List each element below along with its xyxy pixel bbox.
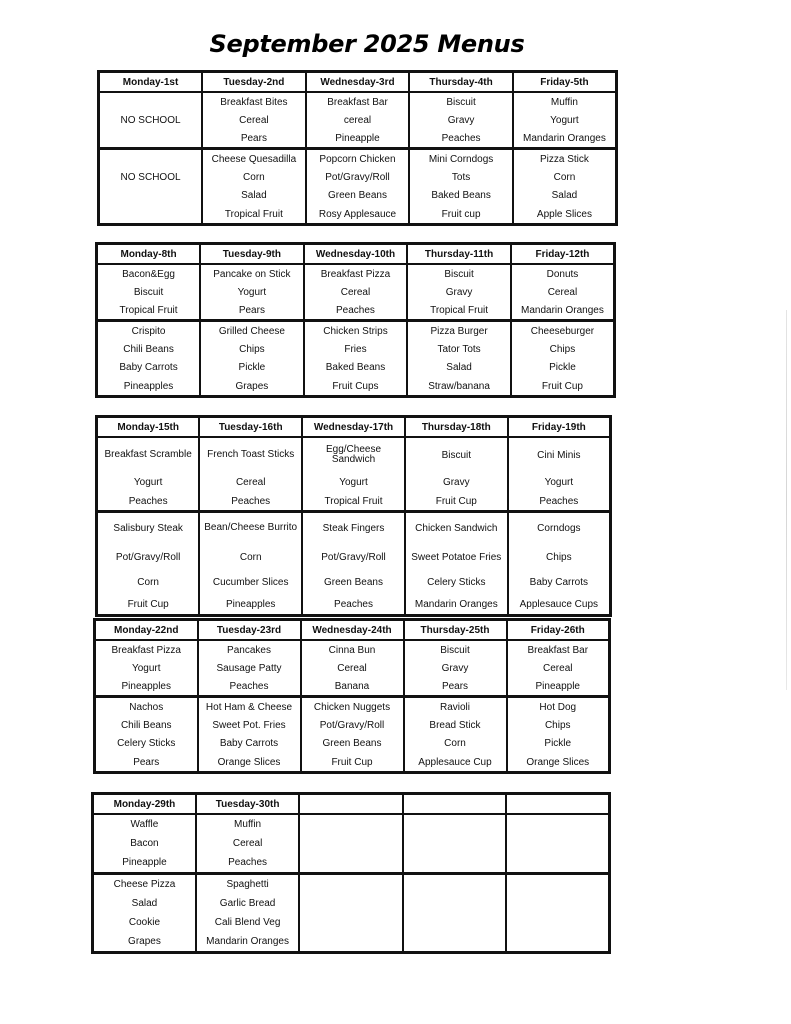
breakfast-row: [93, 853, 610, 874]
page-title: September 2025 Menus: [209, 30, 525, 58]
day-header: [299, 794, 402, 815]
day-header-row: [93, 794, 610, 815]
lunch-item: [506, 932, 609, 953]
breakfast-item: Biscuit: [407, 264, 511, 283]
lunch-item: Chili Beans: [123, 343, 174, 355]
lunch-item: Ravioli: [404, 697, 507, 717]
lunch-row: [93, 913, 610, 932]
breakfast-row: [99, 111, 617, 129]
breakfast-row: [93, 834, 610, 853]
breakfast-item: Bacon&Egg: [122, 268, 175, 280]
lunch-row: [97, 377, 615, 397]
breakfast-item: Cereal: [511, 283, 615, 301]
lunch-item: Corndogs: [508, 512, 611, 544]
lunch-item: [99, 205, 203, 225]
breakfast-item: Pears: [200, 301, 304, 321]
day-header: Monday-1st: [99, 72, 203, 93]
lunch-item: [299, 913, 402, 932]
breakfast-item: Sausage Patty: [198, 659, 301, 677]
day-header: Wednesday-10th: [304, 244, 408, 265]
day-header: Tuesday-9th: [200, 244, 304, 265]
lunch-item: Cookie: [128, 917, 161, 928]
lunch-item: Sweet Pot. Fries: [198, 716, 301, 734]
lunch-row: [97, 571, 611, 594]
breakfast-item: Cereal: [196, 834, 299, 853]
day-header: Tuesday-16th: [199, 417, 302, 438]
lunch-item: Fruit cup: [409, 205, 513, 225]
lunch-item: Bean/Cheese Burrito: [199, 512, 302, 544]
breakfast-item: Cereal: [304, 283, 408, 301]
lunch-row: [97, 512, 611, 544]
lunch-item: Chicken Nuggets: [301, 697, 404, 717]
lunch-item: Straw/banana: [407, 377, 511, 397]
lunch-item: Grapes: [200, 377, 304, 397]
lunch-row: [93, 894, 610, 913]
lunch-item: Green Beans: [302, 571, 405, 594]
breakfast-item: Peaches: [198, 677, 301, 697]
breakfast-row: [97, 472, 611, 492]
day-header-row: [97, 417, 611, 438]
day-header: Wednesday-3rd: [306, 72, 410, 93]
lunch-item: Green Beans: [301, 734, 404, 753]
lunch-item: Salad: [513, 186, 617, 205]
breakfast-item: Gravy: [409, 111, 513, 129]
lunch-row: [99, 149, 617, 169]
day-header: Thursday-18th: [405, 417, 508, 438]
day-header-row: [95, 620, 610, 641]
lunch-item: Cali Blend Veg: [196, 913, 299, 932]
day-header-row: [97, 244, 615, 265]
lunch-item: Baked Beans: [409, 186, 513, 205]
lunch-item: Mandarin Oranges: [196, 932, 299, 953]
breakfast-item: Fruit Cup: [405, 492, 508, 512]
breakfast-row: [97, 492, 611, 512]
day-header: Monday-8th: [97, 244, 201, 265]
breakfast-item: [99, 92, 203, 111]
lunch-row: [99, 168, 617, 186]
breakfast-item: Biscuit: [404, 640, 507, 659]
day-header: [506, 794, 609, 815]
day-header: Monday-29th: [93, 794, 196, 815]
breakfast-item: Tropical Fruit: [302, 492, 405, 512]
lunch-item: Hot Ham & Cheese: [198, 697, 301, 717]
day-header: Wednesday-17th: [302, 417, 405, 438]
breakfast-item: [403, 834, 506, 853]
lunch-item: Steak Fingers: [302, 512, 405, 544]
breakfast-item: Gravy: [407, 283, 511, 301]
week-table: [95, 415, 612, 617]
lunch-item: Salad: [202, 186, 306, 205]
breakfast-item: Biscuit: [409, 92, 513, 111]
lunch-item: Pizza Stick: [513, 149, 617, 169]
lunch-row: [97, 321, 615, 341]
lunch-item: Salad: [407, 358, 511, 377]
lunch-row: [95, 697, 610, 717]
lunch-item: Grilled Cheese: [200, 321, 304, 341]
breakfast-item: Biscuit: [405, 437, 508, 472]
lunch-item: Nachos: [95, 697, 198, 717]
lunch-item: Garlic Bread: [196, 894, 299, 913]
breakfast-item: Gravy: [405, 472, 508, 492]
lunch-row: [99, 186, 617, 205]
breakfast-item: [299, 834, 402, 853]
day-header-row: [99, 72, 617, 93]
day-header: Tuesday-2nd: [202, 72, 306, 93]
breakfast-row: [97, 283, 615, 301]
breakfast-row: [97, 437, 611, 472]
lunch-item: Spaghetti: [196, 874, 299, 895]
breakfast-item: Muffin: [196, 814, 299, 834]
lunch-item: Corn: [513, 168, 617, 186]
breakfast-item: [403, 814, 506, 834]
breakfast-item: Peaches: [199, 492, 302, 512]
lunch-item: Cucumber Slices: [199, 571, 302, 594]
lunch-item: [506, 874, 609, 895]
lunch-item: Salisbury Steak: [97, 512, 200, 544]
lunch-item: Corn: [202, 168, 306, 186]
lunch-item: Chicken Strips: [304, 321, 408, 341]
breakfast-item: [506, 834, 609, 853]
breakfast-item: Breakfast Bites: [202, 92, 306, 111]
day-header: Thursday-4th: [409, 72, 513, 93]
breakfast-item: Peaches: [304, 301, 408, 321]
breakfast-item: Tropical Fruit: [407, 301, 511, 321]
lunch-item: Cheese Quesadilla: [202, 149, 306, 169]
breakfast-item: [99, 129, 203, 149]
lunch-row: [95, 753, 610, 773]
lunch-item: Popcorn Chicken: [306, 149, 410, 169]
lunch-item: Baby Carrots: [508, 571, 611, 594]
lunch-item: Pot/Gravy/Roll: [115, 551, 181, 563]
lunch-item: Pot/Gravy/Roll: [301, 716, 404, 734]
day-header: Thursday-25th: [404, 620, 507, 641]
breakfast-item: Banana: [301, 677, 404, 697]
breakfast-item: Breakfast Scramble: [104, 448, 192, 460]
lunch-row: [97, 594, 611, 616]
lunch-item: [299, 894, 402, 913]
lunch-item: Fries: [304, 340, 408, 358]
breakfast-item: [299, 853, 402, 874]
lunch-item: Corn: [137, 577, 159, 588]
breakfast-item: Pancakes: [198, 640, 301, 659]
lunch-item: Tots: [409, 168, 513, 186]
breakfast-item: French Toast Sticks: [199, 437, 302, 472]
lunch-item: Grapes: [128, 936, 161, 947]
breakfast-item: Mandarin Oranges: [513, 129, 617, 149]
breakfast-item: cereal: [306, 111, 410, 129]
lunch-row: [93, 874, 610, 895]
breakfast-item: Pancake on Stick: [200, 264, 304, 283]
breakfast-item: Yogurt: [200, 283, 304, 301]
day-header: Friday-12th: [511, 244, 615, 265]
breakfast-item: Yogurt: [302, 472, 405, 492]
lunch-item: Corn: [199, 543, 302, 571]
lunch-item: Fruit Cup: [127, 598, 169, 610]
lunch-item: Bread Stick: [404, 716, 507, 734]
lunch-item: Fruit Cups: [304, 377, 408, 397]
breakfast-item: Cereal: [202, 111, 306, 129]
lunch-item: Corn: [404, 734, 507, 753]
breakfast-item: Cereal: [507, 659, 610, 677]
breakfast-row: [97, 264, 615, 283]
day-header: Thursday-11th: [407, 244, 511, 265]
day-header: Wednesday-24th: [301, 620, 404, 641]
lunch-item: [299, 932, 402, 953]
lunch-item: Pickle: [507, 734, 610, 753]
day-header: Tuesday-23rd: [198, 620, 301, 641]
lunch-item: [506, 913, 609, 932]
breakfast-row: [99, 129, 617, 149]
lunch-item: Pizza Burger: [407, 321, 511, 341]
lunch-item: Crispito: [97, 321, 201, 341]
lunch-item: Green Beans: [306, 186, 410, 205]
breakfast-item: Breakfast Bar: [306, 92, 410, 111]
week-table: [95, 242, 616, 398]
lunch-item: Pickle: [511, 358, 615, 377]
lunch-row: [95, 734, 610, 753]
breakfast-item: [299, 814, 402, 834]
lunch-item: Apple Slices: [513, 205, 617, 225]
lunch-item: Baked Beans: [304, 358, 408, 377]
lunch-item: Tator Tots: [407, 340, 511, 358]
day-header: Friday-5th: [513, 72, 617, 93]
lunch-row: [97, 543, 611, 571]
lunch-item: [299, 874, 402, 895]
breakfast-item: Egg/Cheese Sandwich: [302, 437, 405, 472]
lunch-item: Applesauce Cup: [404, 753, 507, 773]
breakfast-item: [506, 814, 609, 834]
lunch-item: Orange Slices: [507, 753, 610, 773]
breakfast-item: [506, 853, 609, 874]
breakfast-row: [99, 92, 617, 111]
lunch-item: Baby Carrots: [198, 734, 301, 753]
lunch-item: Salad: [131, 898, 158, 909]
lunch-item: [403, 913, 506, 932]
lunch-item: Orange Slices: [198, 753, 301, 773]
lunch-row: [99, 205, 617, 225]
breakfast-item: Waffle: [130, 819, 159, 830]
breakfast-item: Cini Minis: [508, 437, 611, 472]
lunch-item: Pears: [133, 756, 160, 768]
lunch-row: [95, 716, 610, 734]
lunch-item: Pineapples: [199, 594, 302, 616]
lunch-item: Pineapples: [123, 380, 174, 392]
breakfast-item: Cereal: [301, 659, 404, 677]
lunch-item: Peaches: [302, 594, 405, 616]
day-header: Friday-19th: [508, 417, 611, 438]
lunch-item: Cheeseburger: [511, 321, 615, 341]
lunch-item: [403, 932, 506, 953]
lunch-item: [403, 874, 506, 895]
day-header: Monday-15th: [97, 417, 200, 438]
lunch-item: Chili Beans: [120, 719, 172, 731]
breakfast-item: Gravy: [404, 659, 507, 677]
breakfast-item: Pears: [404, 677, 507, 697]
lunch-item: Celery Sticks: [405, 571, 508, 594]
breakfast-item: Breakfast Pizza: [111, 644, 181, 656]
lunch-item: Celery Sticks: [117, 738, 176, 749]
day-header: Monday-22nd: [95, 620, 198, 641]
breakfast-item: NO SCHOOL: [120, 114, 181, 126]
lunch-item: Mandarin Oranges: [405, 594, 508, 616]
breakfast-item: Mandarin Oranges: [511, 301, 615, 321]
lunch-row: [97, 358, 615, 377]
breakfast-item: Pears: [202, 129, 306, 149]
lunch-item: [403, 894, 506, 913]
breakfast-item: Tropical Fruit: [119, 304, 178, 316]
lunch-item: Pot/Gravy/Roll: [302, 543, 405, 571]
breakfast-item: Donuts: [511, 264, 615, 283]
lunch-item: [506, 894, 609, 913]
lunch-item: Applesauce Cups: [508, 594, 611, 616]
lunch-item: Pickle: [200, 358, 304, 377]
breakfast-item: Pineapples: [121, 680, 171, 692]
breakfast-item: Cereal: [199, 472, 302, 492]
breakfast-item: Peaches: [196, 853, 299, 874]
lunch-item: Pot/Gravy/Roll: [306, 168, 410, 186]
lunch-row: [97, 340, 615, 358]
day-header: Friday-26th: [507, 620, 610, 641]
breakfast-item: Peaches: [508, 492, 611, 512]
lunch-item: Chicken Sandwich: [405, 512, 508, 544]
breakfast-item: Yogurt: [508, 472, 611, 492]
breakfast-item: Pineapple: [122, 857, 167, 868]
lunch-item: Chips: [508, 543, 611, 571]
lunch-item: [99, 186, 203, 205]
breakfast-row: [93, 814, 610, 834]
breakfast-item: Breakfast Pizza: [304, 264, 408, 283]
lunch-row: [93, 932, 610, 953]
breakfast-item: Yogurt: [513, 111, 617, 129]
breakfast-item: Muffin: [513, 92, 617, 111]
breakfast-item: Pineapple: [306, 129, 410, 149]
lunch-item: NO SCHOOL: [120, 171, 181, 183]
breakfast-item: Peaches: [128, 495, 168, 507]
breakfast-row: [95, 677, 610, 697]
lunch-item: Hot Dog: [507, 697, 610, 717]
breakfast-item: Bacon: [130, 838, 159, 849]
breakfast-item: Yogurt: [131, 662, 161, 674]
lunch-item: Rosy Applesauce: [306, 205, 410, 225]
lunch-item: Chips: [200, 340, 304, 358]
lunch-item: Chips: [511, 340, 615, 358]
week-table: [93, 618, 611, 774]
breakfast-item: Pineapple: [507, 677, 610, 697]
breakfast-item: Cinna Bun: [301, 640, 404, 659]
lunch-item: Baby Carrots: [119, 362, 178, 373]
lunch-item: Chips: [507, 716, 610, 734]
week-table: [97, 70, 618, 226]
breakfast-item: Peaches: [409, 129, 513, 149]
day-header: Tuesday-30th: [196, 794, 299, 815]
breakfast-row: [95, 640, 610, 659]
lunch-item: [99, 149, 203, 169]
lunch-item: Sweet Potatoe Fries: [405, 543, 508, 571]
breakfast-row: [95, 659, 610, 677]
week-table: [91, 792, 611, 954]
breakfast-item: Yogurt: [133, 476, 163, 488]
breakfast-item: Breakfast Bar: [507, 640, 610, 659]
breakfast-row: [97, 301, 615, 321]
breakfast-item: [403, 853, 506, 874]
lunch-item: Mini Corndogs: [409, 149, 513, 169]
lunch-item: Fruit Cup: [301, 753, 404, 773]
scan-edge-mark: [786, 310, 787, 690]
day-header: [403, 794, 506, 815]
lunch-item: Tropical Fruit: [202, 205, 306, 225]
lunch-item: Fruit Cup: [511, 377, 615, 397]
breakfast-item: Biscuit: [133, 286, 164, 298]
lunch-item: Cheese Pizza: [93, 874, 196, 895]
